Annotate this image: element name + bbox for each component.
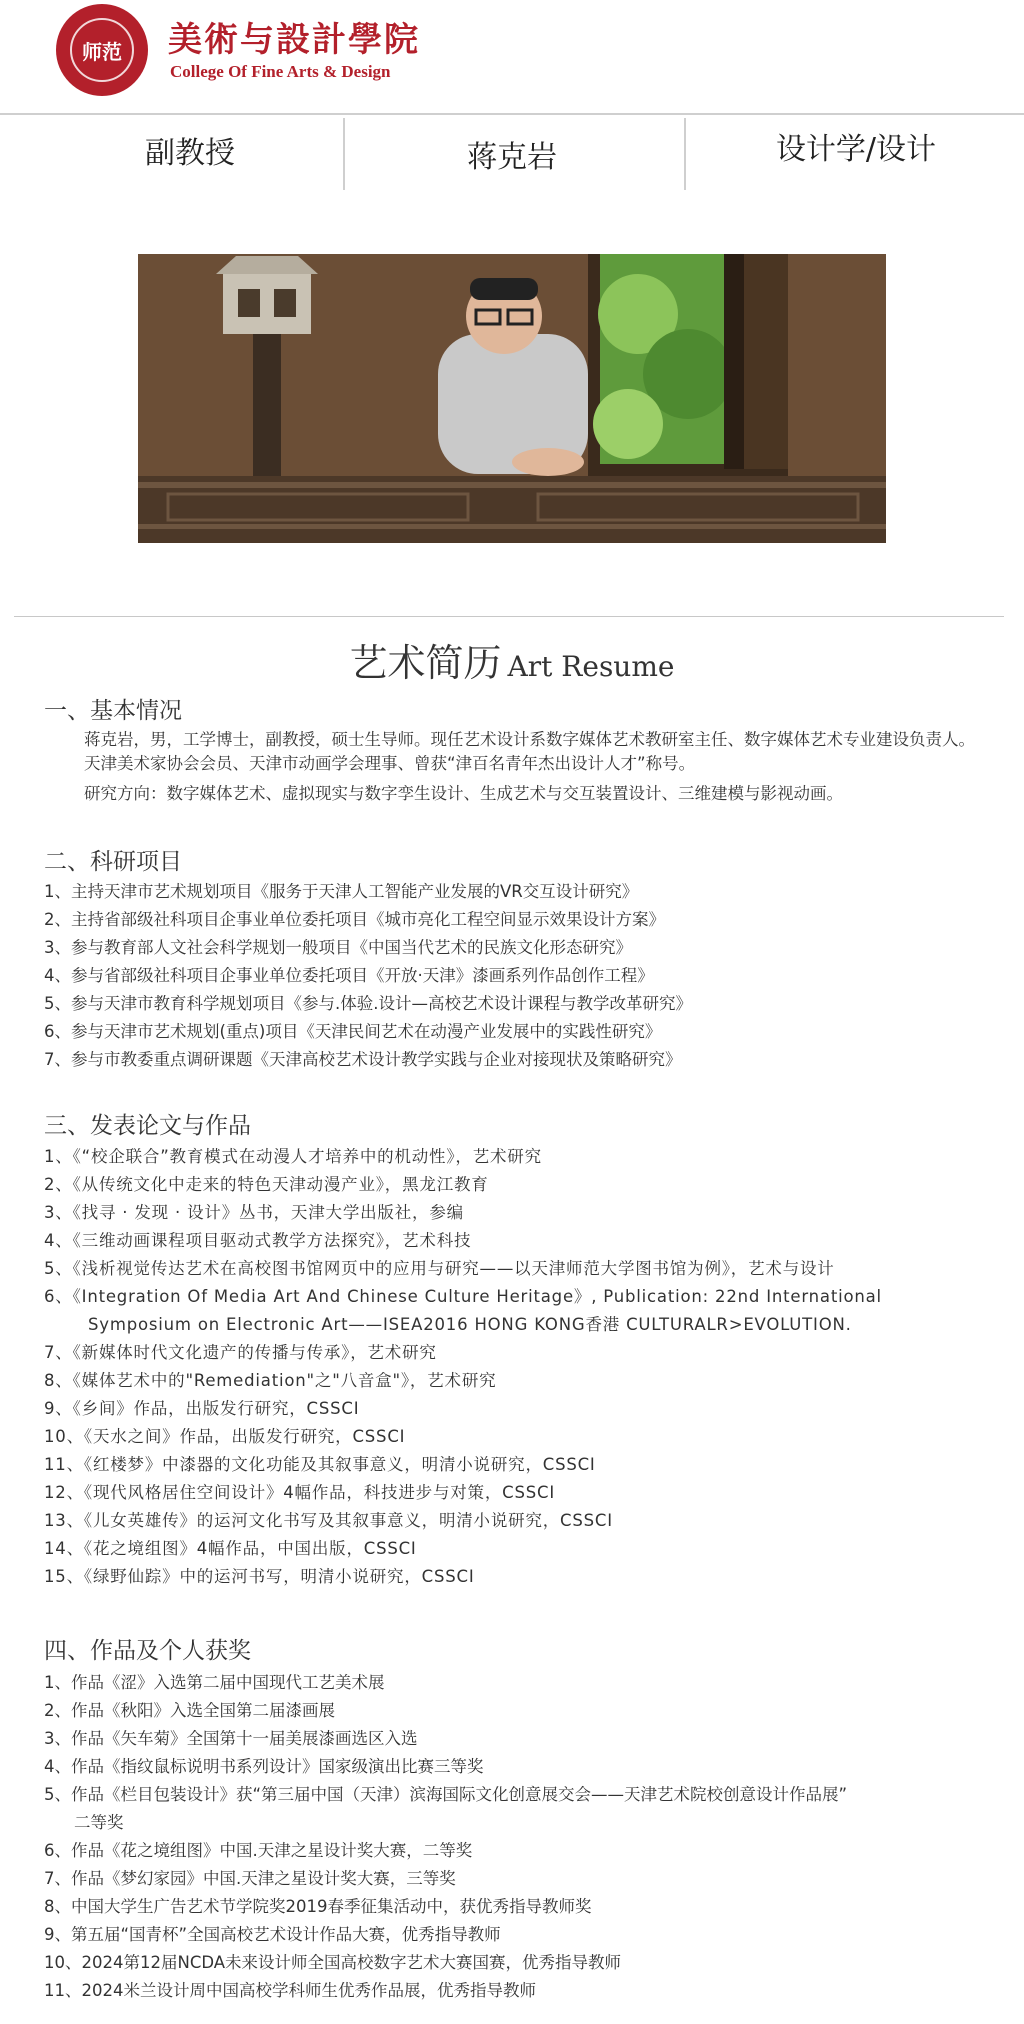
list-item: 10、2024第12届NCDA未来设计师全国高校数字艺术大赛国赛，优秀指导教师 [44,1953,622,1972]
list-item: 8、《媒体艺术中的"Remediation"之"八音盒"》，艺术研究 [44,1371,497,1390]
list-item: 2、主持省部级社科项目企事业单位委托项目《城市亮化工程空间显示效果设计方案》 [44,910,665,929]
list-item-continuation: Symposium on Electronic Art——ISEA2016 HONG KONG香港 CULTURALR>EVOLUTION. [88,1315,852,1334]
profile-info-bar [0,118,1024,190]
profile-photo-illustration [138,254,886,543]
list-item: 6、作品《花之境组图》中国.天津之星设计奖大赛，二等奖 [44,1841,473,1860]
list-item: 4、参与省部级社科项目企事业单位委托项目《开放·天津》漆画系列作品创作工程》 [44,966,654,985]
college-name-en: College Of Fine Arts & Design [170,62,391,81]
list-item: 1、《“校企联合”教育模式在动漫人才培养中的机动性》，艺术研究 [44,1147,542,1166]
college-name-cn: 美術与設計學院 [168,20,420,60]
list-item [44,1283,1004,1339]
list-item: 7、参与市教委重点调研课题《天津高校艺术设计教学实践与企业对接现状及策略研究》 [44,1050,682,1069]
section-heading-papers: 三、发表论文与作品 [44,1113,251,1139]
list-item: 4、《三维动画课程项目驱动式教学方法探究》，艺术科技 [44,1231,472,1250]
list-item: 7、《新媒体时代文化遗产的传播与传承》，艺术研究 [44,1343,437,1362]
list-item: 9、第五届“国青杯”全国高校艺术设计作品大赛，优秀指导教师 [44,1925,501,1944]
profile-rank: 副教授 [145,136,235,171]
list-item: 8、中国大学生广告艺术节学院奖2019春季征集活动中，获优秀指导教师奖 [44,1897,592,1916]
resume-title [0,632,1024,687]
section-heading-research: 二、科研项目 [44,849,182,875]
list-item: 1、作品《涩》入选第二届中国现代工艺美术展 [44,1673,385,1692]
list-item-continuation: 二等奖 [74,1813,124,1832]
papers-list [44,1143,1004,1591]
list-item: 11、《红楼梦》中漆器的文化功能及其叙事意义，明清小说研究，CSSCI [44,1455,596,1474]
resume-title-en: Art Resume [507,650,675,683]
list-item: 7、作品《梦幻家园》中国.天津之星设计奖大赛，三等奖 [44,1869,456,1888]
list-item: 4、作品《指纹鼠标说明书系列设计》国家级演出比赛三等奖 [44,1757,484,1776]
list-item: 9、《乡间》作品，出版发行研究，CSSCI [44,1399,360,1418]
section-heading-awards: 四、作品及个人获奖 [44,1638,251,1664]
list-item: 12、《现代风格居住空间设计》4幅作品，科技进步与对策，CSSCI [44,1483,555,1502]
list-item: 2、《从传统文化中走来的特色天津动漫产业》，黑龙江教育 [44,1175,489,1194]
list-item: 14、《花之境组图》4幅作品，中国出版，CSSCI [44,1539,417,1558]
seal-text: 师范 [82,40,122,64]
list-item: 5、《浅析视觉传达艺术在高校图书馆网页中的应用与研究——以天津师范大学图书馆为例》，艺术与设计 [44,1259,835,1278]
profile-discipline: 设计学/设计 [775,132,937,167]
list-item: 11、2024米兰设计周中国高校学科师生优秀作品展，优秀指导教师 [44,1981,536,2000]
research-direction-paragraph: 研究方向：数字媒体艺术、虚拟现实与数字孪生设计、生成艺术与交互装置设计、三维建模与影视动画。 [84,784,843,803]
profile-photo [138,254,886,543]
list-item-text: 5、作品《栏目包装设计》获“第三届中国（天津）滨海国际文化创意展交会——天津艺术院校创意设计作品展” [44,1785,848,1804]
list-item: 3、作品《矢车菊》全国第十一届美展漆画选区入选 [44,1729,418,1748]
list-item: 13、《儿女英雄传》的运河文化书写及其叙事意义，明清小说研究，CSSCI [44,1511,613,1530]
section-heading-basic: 一、基本情况 [44,698,182,724]
list-item: 3、《找寻 · 发现 · 设计》丛书，天津大学出版社，参编 [44,1203,464,1222]
list-item: 1、主持天津市艺术规划项目《服务于天津人工智能产业发展的VR交互设计研究》 [44,882,639,901]
basic-info-paragraph: 蒋克岩，男，工学博士，副教授，硕士生导师。现任艺术设计系数字媒体艺术教研室主任、数字媒体艺术专业建设负责人。天津美术家协会会员、天津市动画学会理事、曾获“津百名青年杰出设计人才”称号。 [84,730,975,773]
list-item: 15、《绿野仙踪》中的运河书写，明清小说研究，CSSCI [44,1567,475,1586]
list-item [44,1781,1004,1837]
section-divider [14,616,1004,617]
list-item: 3、参与教育部人文社会科学规划一般项目《中国当代艺术的民族文化形态研究》 [44,938,632,957]
university-seal-logo[interactable] [56,4,148,96]
research-project-list [44,878,1004,1074]
awards-list [44,1669,1004,2005]
list-item: 6、参与天津市艺术规划(重点)项目《天津民间艺术在动漫产业发展中的实践性研究》 [44,1022,662,1041]
seal-inner-ring [70,18,134,82]
site-header [0,0,1024,115]
resume-title-cn: 艺术简历 [349,641,502,685]
list-item: 2、作品《秋阳》入选全国第二届漆画展 [44,1701,335,1720]
profile-name: 蒋克岩 [467,140,557,175]
list-item-text: 6、《Integration Of Media Art And Chinese Culture Heritage》, Publication: 22nd International [44,1287,882,1306]
list-item: 10、《天水之间》作品，出版发行研究，CSSCI [44,1427,406,1446]
list-item: 5、参与天津市教育科学规划项目《参与.体验.设计—高校艺术设计课程与教学改革研究》 [44,994,692,1013]
